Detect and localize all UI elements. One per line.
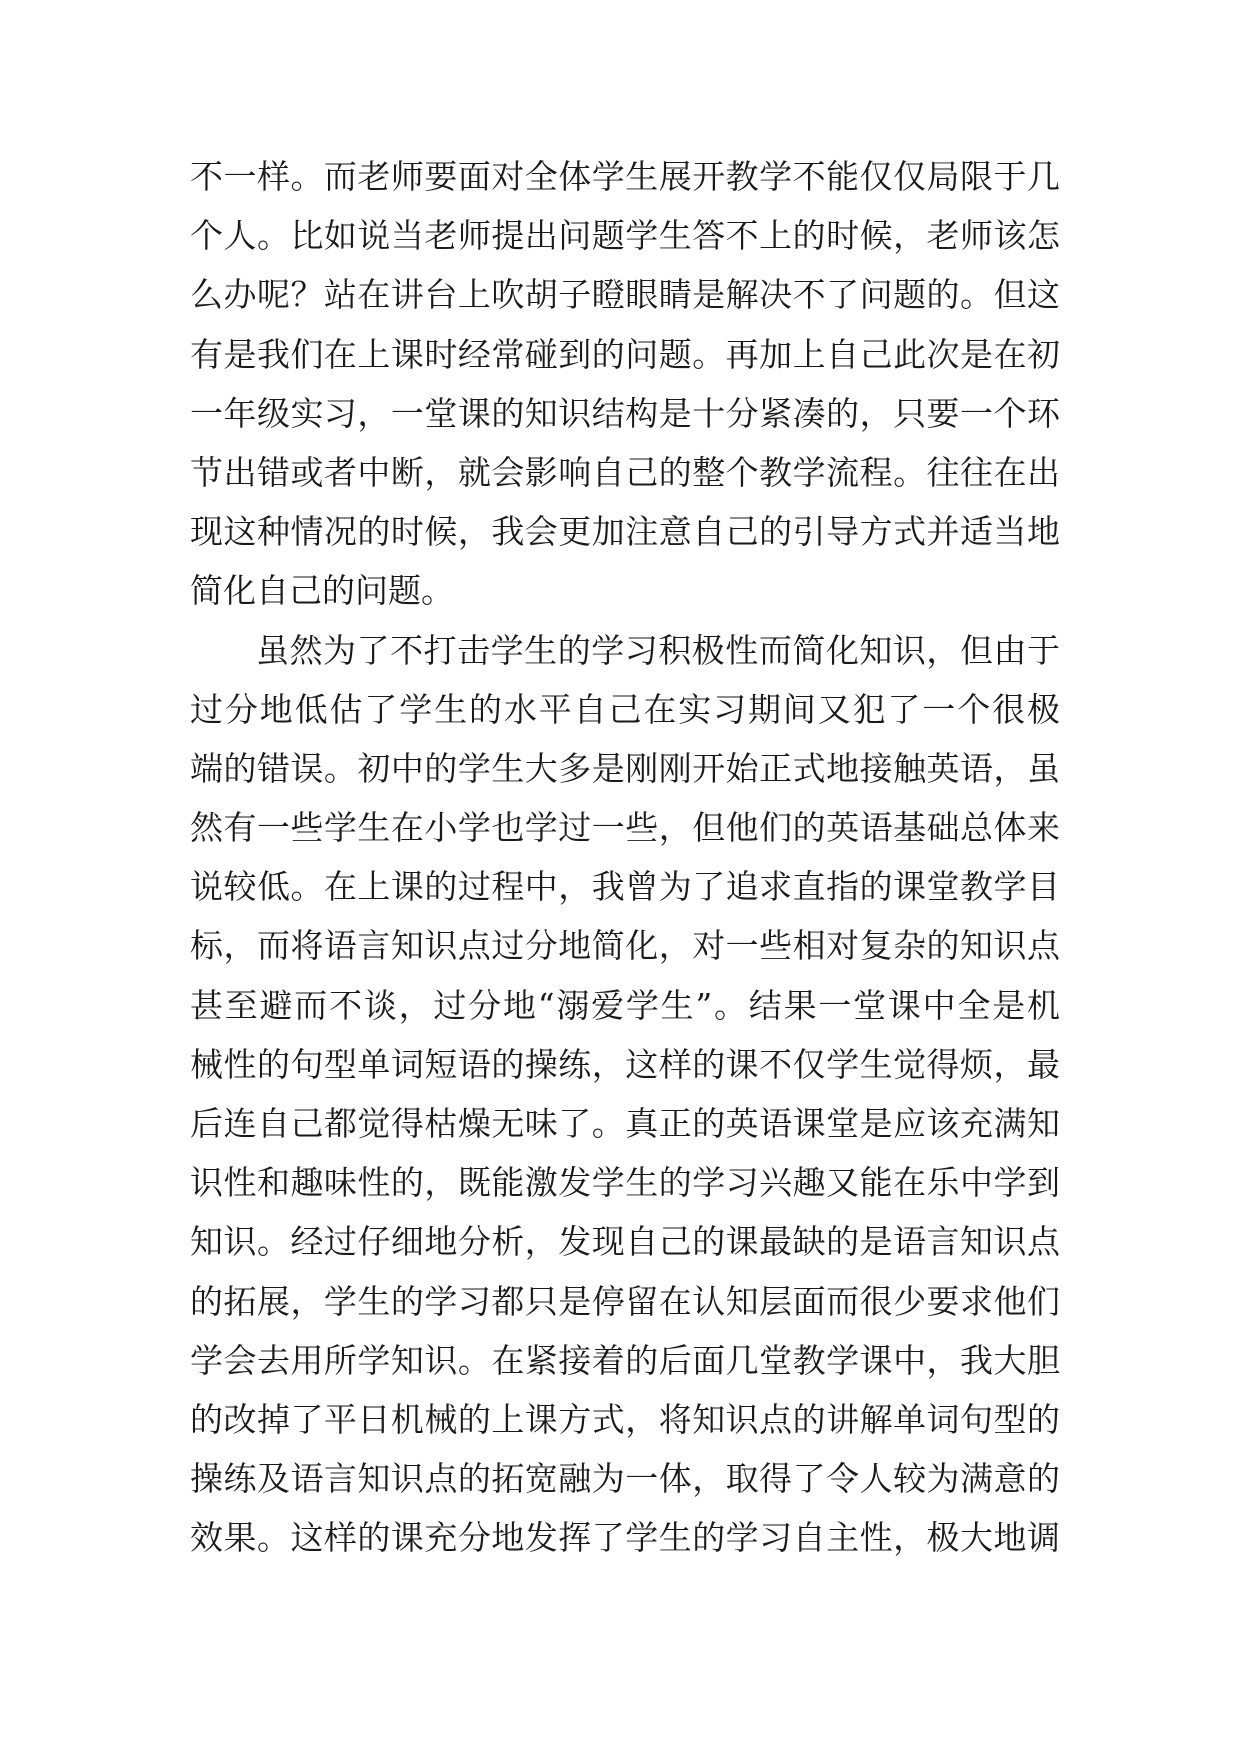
text-line: 不一样。而老师要面对全体学生展开教学不能仅仅局限于几 xyxy=(190,157,1060,196)
text-line: 一年级实习，一堂课的知识结构是十分紧凑的，只要一个环 xyxy=(190,393,1060,433)
text-line: 现这种情况的时候，我会更加注意自己的引导方式并适当地 xyxy=(190,512,1060,552)
text-line: 操练及语言知识点的拓宽融为一体，取得了令人较为满意的 xyxy=(190,1459,1060,1499)
text-line: 端的错误。初中的学生大多是刚刚开始正式地接触英语，虽 xyxy=(190,748,1060,788)
text-line: 么办呢？站在讲台上吹胡子瞪眼睛是解决不了问题的。但这 xyxy=(190,275,1060,315)
text-line: 节出错或者中断，就会影响自己的整个教学流程。往往在出 xyxy=(190,452,1060,492)
text-line: 甚至避而不谈，过分地“溺爱学生”。结果一堂课中全是机 xyxy=(190,985,1060,1025)
text-line: 效果。这样的课充分地发挥了学生的学习自主性，极大地调 xyxy=(190,1518,1060,1558)
text-line: 个人。比如说当老师提出问题学生答不上的时候，老师该怎 xyxy=(190,216,1060,256)
text-line: 的拓展，学生的学习都只是停留在认知层面而很少要求他们 xyxy=(190,1281,1060,1321)
paragraph-1 xyxy=(190,158,1060,609)
text-line: 的改掉了平日机械的上课方式，将知识点的讲解单词句型的 xyxy=(190,1399,1060,1439)
text-line: 简化自己的问题。 xyxy=(190,571,454,611)
text-line: 知识。经过仔细地分析，发现自己的课最缺的是语言知识点 xyxy=(190,1222,1060,1262)
text-line: 械性的句型单词短语的操练，这样的课不仅学生觉得烦，最 xyxy=(190,1044,1060,1084)
text-line: 标，而将语言知识点过分地简化，对一些相对复杂的知识点 xyxy=(190,926,1060,966)
text-line: 过分地低估了学生的水平自己在实习期间又犯了一个很极 xyxy=(190,689,1060,729)
text-line: 有是我们在上课时经常碰到的问题。再加上自己此次是在初 xyxy=(190,334,1060,374)
paragraph-2 xyxy=(190,632,1060,1557)
text-line: 识性和趣味性的，既能激发学生的学习兴趣又能在乐中学到 xyxy=(190,1163,1060,1203)
document-body xyxy=(190,158,1060,1579)
text-line: 然有一些学生在小学也学过一些，但他们的英语基础总体来 xyxy=(190,808,1060,848)
text-line: 说较低。在上课的过程中，我曾为了追求直指的课堂教学目 xyxy=(190,867,1060,907)
text-line: 虽然为了不打击学生的学习积极性而简化知识，但由于 xyxy=(256,630,1060,670)
text-line: 学会去用所学知识。在紧接着的后面几堂教学课中，我大胆 xyxy=(190,1340,1060,1380)
text-line: 后连自己都觉得枯燥无味了。真正的英语课堂是应该充满知 xyxy=(190,1104,1060,1143)
